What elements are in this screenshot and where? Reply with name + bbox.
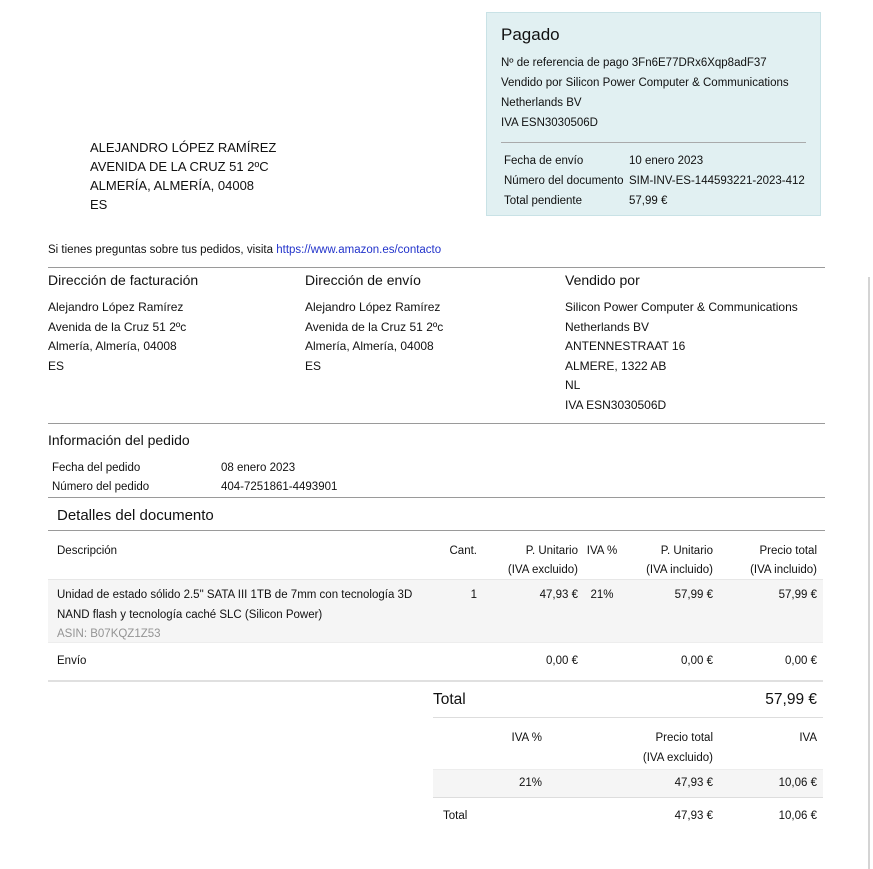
paid-title: Pagado [501,25,560,44]
items-table-header [48,537,823,580]
section-divider-top [48,267,825,268]
seller-entity: Netherlands BV [565,319,650,334]
recipient-address [90,138,276,214]
header-description: Descripción [57,545,118,557]
vat-summary-row [433,769,823,798]
item-unit-price-incl: 57,99 € [674,589,713,601]
contact-link[interactable]: https://www.amazon.es/contacto [276,244,442,256]
shipping-address-column [305,270,443,376]
order-info-title: Información del pedido [48,432,190,448]
payment-reference: Nº de referencia de pago 3Fn6E77DRx6Xqp8adF37 [501,57,767,69]
vat-header-vat: IVA [799,732,817,744]
order-date-value: 08 enero 2023 [221,462,296,474]
shipping-address-title: Dirección de envío [305,272,421,288]
page-edge-line [868,277,870,869]
item-description-line1: Unidad de estado sólido 2.5" SATA III 1TB de 7mm con tecnología 3D [57,589,413,601]
vat-summary-total-row [433,798,823,832]
item-qty: 1 [470,589,477,601]
vat-row-vat: 10,06 € [778,777,817,789]
seller-column [565,270,798,415]
paid-box-divider [501,142,806,143]
paid-status-box [486,12,821,216]
item-asin: ASIN: B07KQZ1Z53 [57,628,161,640]
vat-header-pct: IVA % [511,732,542,744]
seller-vat-line: IVA ESN3030506D [501,117,598,129]
shipping-total-price: 0,00 € [785,655,817,667]
document-details-title: Detalles del documento [57,507,214,524]
seller-country-line: Netherlands BV [501,97,582,109]
shipping-unit-price-incl: 0,00 € [681,655,713,667]
vat-total-label: Total [443,810,468,822]
vat-header-total-excl [542,728,713,769]
shipping-street: Avenida de la Cruz 51 2ºc [305,319,444,334]
header-total-price [713,542,823,579]
item-description-line2: NAND flash y tecnología caché SLC (Silicon Power) [57,608,323,621]
grand-total-label: Total [433,691,466,708]
seller-vat: IVA ESN3030506D [565,397,667,412]
contact-line [48,244,441,256]
order-date-label: Fecha del pedido [52,462,141,474]
items-table [48,537,823,682]
seller-title: Vendido por [565,272,640,288]
document-number-field [501,171,806,191]
header-qty: Cant. [449,545,477,557]
shipping-row [48,643,823,682]
order-number-label: Número del pedido [52,481,150,493]
order-date-field [48,459,825,478]
billing-address-column [48,270,198,376]
seller-city: ALMERE, 1322 AB [565,358,667,373]
shipping-label: Envío [57,655,87,667]
header-unit-price-incl [626,542,713,579]
shipping-name: Alejandro López Ramírez [305,300,441,314]
grand-total-row [433,683,823,718]
vat-summary-header [433,718,823,769]
header-unit-price-excl-line2: (IVA excluido) [507,564,578,576]
shipping-vat-pct [578,655,626,680]
ship-date-field [501,151,806,171]
item-unit-price-excl: 47,93 € [539,589,578,601]
total-pending-value: 57,99 € [629,195,668,207]
ship-date-label: Fecha de envío [504,155,584,167]
vat-total-vat: 10,06 € [778,810,817,822]
billing-name: Alejandro López Ramírez [48,300,184,314]
vat-summary-table [433,718,823,832]
order-number-value: 404-7251861-4493901 [221,481,338,493]
seller-country: NL [565,378,581,392]
recipient-country: ES [90,197,108,212]
seller-street: ANTENNESTRAAT 16 [565,339,686,353]
shipping-qty [445,655,477,680]
item-description [48,586,445,642]
header-unit-price-excl-line1: P. Unitario [525,545,578,557]
header-unit-price-excl [477,542,578,579]
section-divider-mid [48,423,825,424]
billing-street: Avenida de la Cruz 51 2ºc [48,319,187,334]
shipping-unit-price-excl: 0,00 € [546,655,578,667]
vat-row-total-excl: 47,93 € [674,777,713,789]
vat-header-total-excl-line1: Precio total [655,732,713,744]
total-pending-label: Total pendiente [504,195,583,207]
header-unit-price-incl-line2: (IVA incluido) [646,564,713,576]
order-info-section [48,430,825,497]
order-number-field [48,478,825,497]
item-row [48,580,823,643]
grand-total-value: 57,99 € [765,691,817,708]
item-vat-pct: 21% [590,589,614,601]
vat-header-total-excl-line2: (IVA excluido) [642,752,713,764]
recipient-city: ALMERÍA, ALMERÍA, 04008 [90,178,255,193]
header-vat-pct: IVA % [586,545,618,557]
vat-total-excl: 47,93 € [674,810,713,822]
header-unit-price-incl-line1: P. Unitario [660,545,713,557]
document-details-underline [48,530,825,531]
billing-country: ES [48,358,65,373]
document-number-label: Número del documento [504,175,624,187]
total-pending-field [501,191,806,211]
header-total-price-line2: (IVA incluido) [750,564,817,576]
ship-date-value: 10 enero 2023 [629,155,704,167]
vat-row-pct: 21% [518,777,542,789]
seller-name: Silicon Power Computer & Communications [565,300,798,314]
billing-address-title: Dirección de facturación [48,272,199,288]
recipient-name: ALEJANDRO LÓPEZ RAMÍREZ [90,140,277,155]
header-total-price-line1: Precio total [759,545,817,557]
shipping-country: ES [305,358,322,373]
shipping-city: Almería, Almería, 04008 [305,339,434,353]
contact-text: Si tienes preguntas sobre tus pedidos, visita [48,244,274,256]
item-total-price: 57,99 € [778,589,817,601]
sold-by-line: Vendido por Silicon Power Computer & Communications [501,77,789,89]
recipient-street: AVENIDA DE LA CRUZ 51 2ºC [90,159,269,174]
document-number-value: SIM-INV-ES-144593221-2023-412 [629,175,805,187]
billing-city: Almería, Almería, 04008 [48,339,177,353]
section-divider-order [48,497,825,498]
